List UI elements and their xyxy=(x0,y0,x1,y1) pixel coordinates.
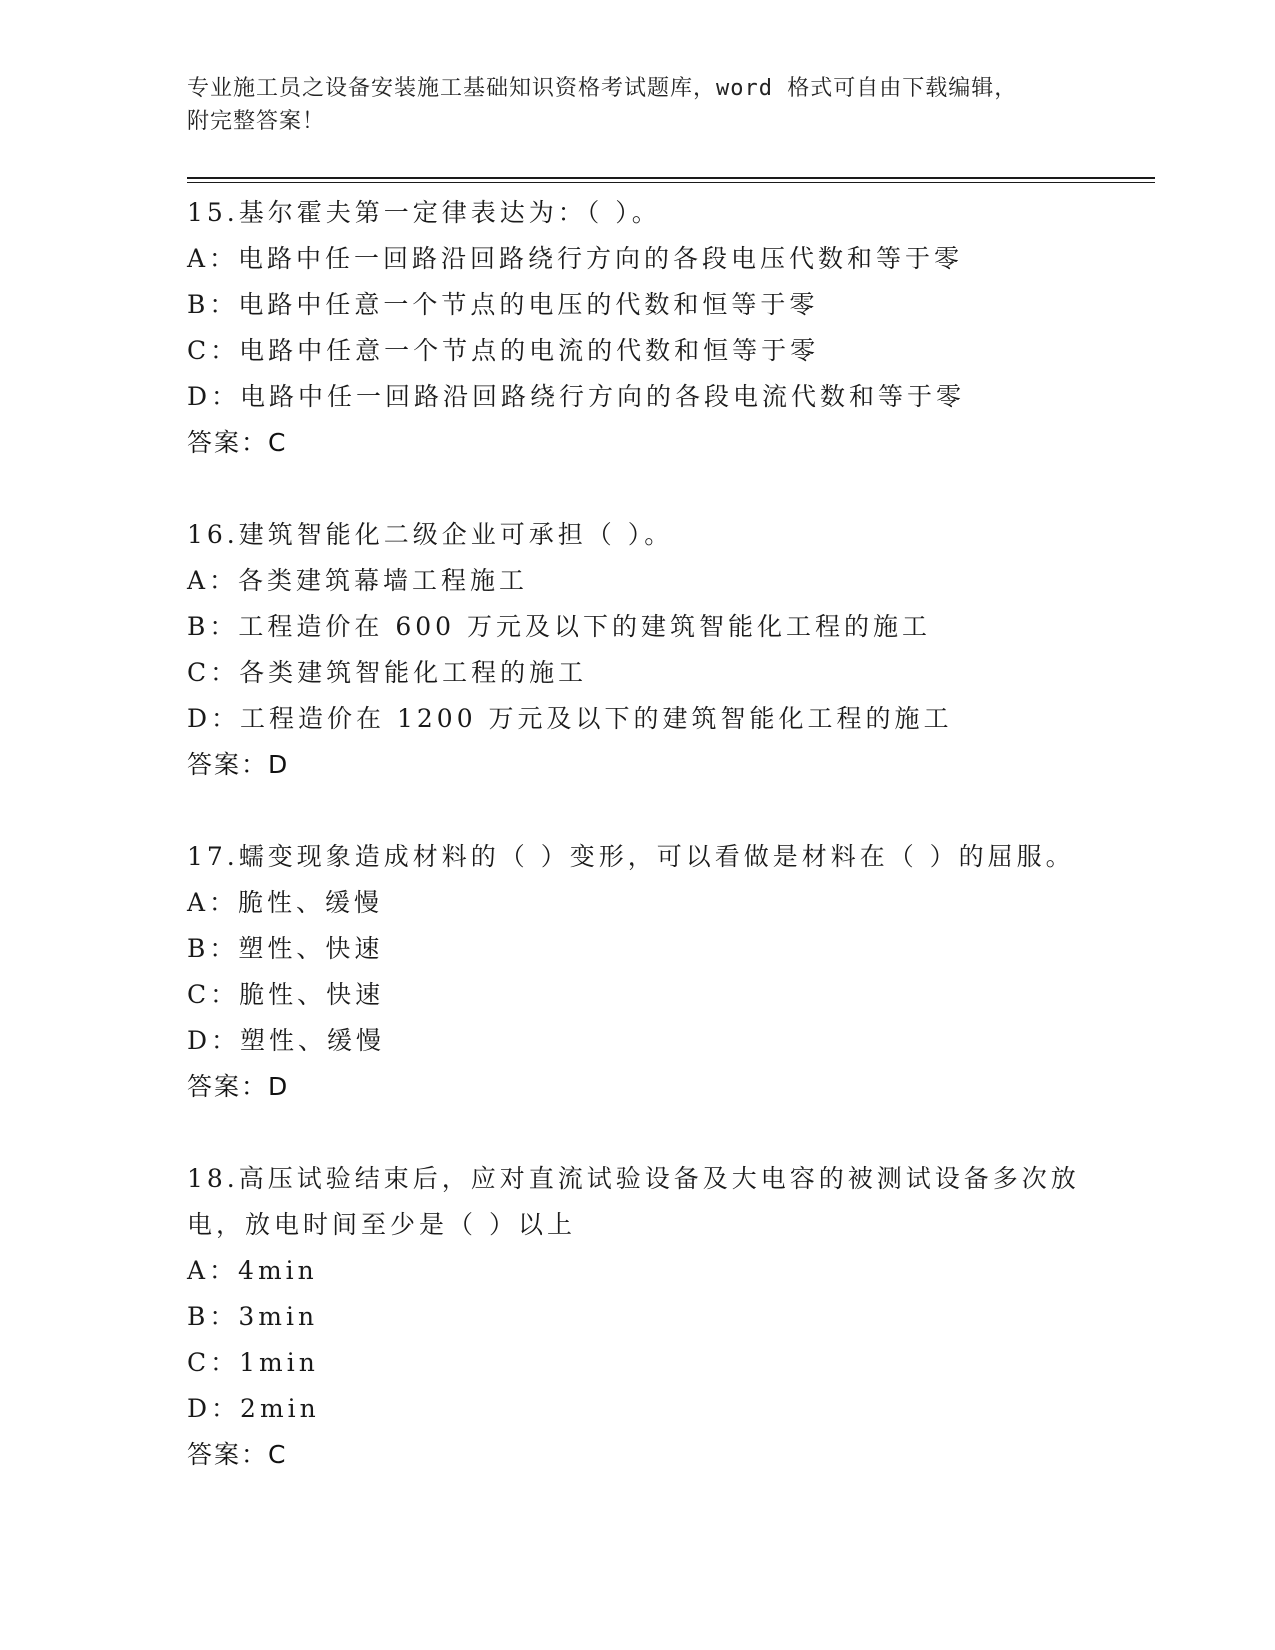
option-c: C：电路中任意一个节点的电流的代数和恒等于零 xyxy=(187,336,820,365)
header-divider-thin xyxy=(187,182,1155,183)
question-text: 16.建筑智能化二级企业可承担（ ）。 xyxy=(187,520,674,549)
option-c: C：各类建筑智能化工程的施工 xyxy=(187,658,588,687)
option-d: D：电路中任一回路沿回路绕行方向的各段电流代数和等于零 xyxy=(187,382,966,411)
option-a: A：脆性、缓慢 xyxy=(187,888,384,917)
question-18 xyxy=(187,1156,1087,1478)
option-d: D：2min xyxy=(187,1394,320,1423)
question-16 xyxy=(187,512,1087,788)
option-b: B：3min xyxy=(187,1302,319,1331)
option-c: C：1min xyxy=(187,1348,319,1377)
answer-text: 答案：C xyxy=(187,1440,288,1469)
option-b: B：工程造价在 600 万元及以下的建筑智能化工程的施工 xyxy=(187,612,931,641)
question-text: 15.基尔霍夫第一定律表达为：（ ）。 xyxy=(187,198,661,227)
answer-text: 答案：D xyxy=(187,750,290,779)
option-d: D：工程造价在 1200 万元及以下的建筑智能化工程的施工 xyxy=(187,704,953,733)
question-15 xyxy=(187,190,1087,466)
question-17 xyxy=(187,834,1087,1110)
option-d: D：塑性、缓慢 xyxy=(187,1026,386,1055)
option-c: C：脆性、快速 xyxy=(187,980,385,1009)
answer-text: 答案：D xyxy=(187,1072,290,1101)
header-line-2: 附完整答案！ xyxy=(187,109,326,134)
option-b: B：电路中任意一个节点的电压的代数和恒等于零 xyxy=(187,290,819,319)
question-text: 18.高压试验结束后，应对直流试验设备及大电容的被测试设备多次放电，放电时间至少是（ ）以上 xyxy=(187,1164,1080,1239)
option-a: A：电路中任一回路沿回路绕行方向的各段电压代数和等于零 xyxy=(187,244,964,273)
option-b: B：塑性、快速 xyxy=(187,934,384,963)
option-a: A：4min xyxy=(187,1256,318,1285)
option-a: A：各类建筑幕墙工程施工 xyxy=(187,566,529,595)
document-header xyxy=(187,72,1077,138)
question-text: 17.蠕变现象造成材料的（ ）变形，可以看做是材料在（ ）的屈服。 xyxy=(187,842,1075,871)
question-list xyxy=(187,190,1087,1524)
header-divider-thick xyxy=(187,177,1155,179)
header-line-1: 专业施工员之设备安装施工基础知识资格考试题库，word 格式可自由下载编辑， xyxy=(187,76,1018,101)
answer-text: 答案：C xyxy=(187,428,288,457)
